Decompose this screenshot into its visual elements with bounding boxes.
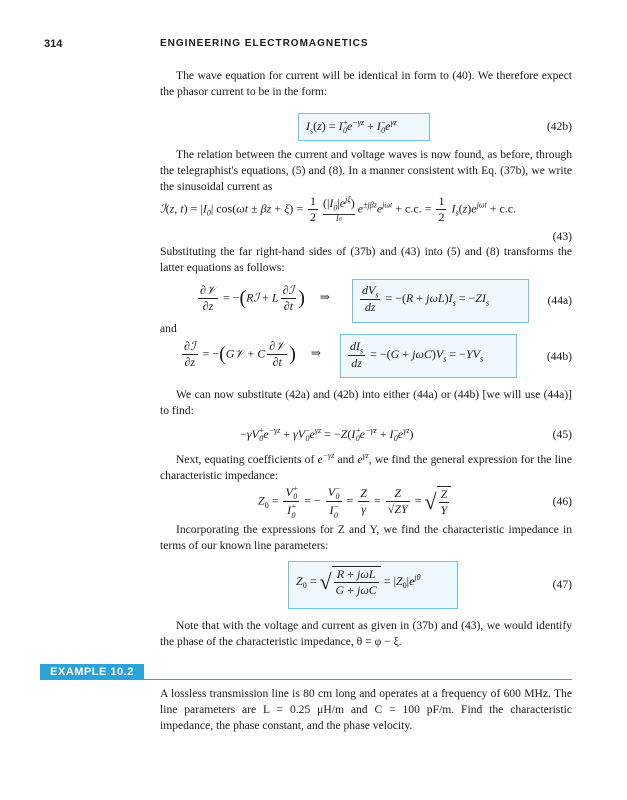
equation-43: ℐ(z, $t) = |I_0|$ cos(ωt ± βz + ξ) = $\frac{1}{2}$ $(|I_0|e^{j\xi})$ I0 $e^{\pm j\beta z}e^{j\omega t} + c.c$. = $\frac{1}{2}$ $I_s(z)e^{j\omega t} + c.c$. <box>160 194 517 224</box>
page-number: 314 <box>44 38 63 50</box>
equation-44b-left: $\frac{\text{∂ℐ}}{\partial z}$ = −(G𝒱 + C $\frac{\text{∂𝒱}}{\partial t}$ ) ⇒ <box>184 339 321 369</box>
paragraph-5-part-b: and <box>334 452 358 466</box>
equation-46: $Z_0$ = $\frac{V^+_0}{I^+_0}$ = − $\frac{V^-_0}{I^-_0}$ = $\frac{Z}{\gamma}$ = $\frac{Z}{√ZY}$ = √ $\frac{Z}{Y}$ <box>258 484 451 520</box>
equation-44b-label: (44b) <box>546 350 572 363</box>
running-title: ENGINEERING ELECTROMAGNETICS <box>160 38 369 49</box>
equation-43-label: (43) <box>552 230 572 243</box>
equation-42b: $I_s(z) = I^+_0e^{-\gamma z} + I^-_0e^{\gamma z}$ <box>306 118 397 136</box>
paragraph-5: Next, equating coefficients of $e^{-\gamma z}$ and $e^{\gamma z}$, we find the general expression for the line characteristic impedance: <box>160 451 572 482</box>
and-text: and <box>160 322 177 335</box>
equation-42b-label: (42b) <box>546 120 572 133</box>
paragraph-6: Incorporating the expressions for Z and Y, we find the characteristic impedance in terms of our known line parameters: <box>160 523 572 552</box>
paragraph-7: Note that with the voltage and current as given in (37b) and (43), we would identify the phase of the characteristic impedance, θ = φ − ξ. <box>160 619 572 648</box>
paragraph-5-part-c: , we find the general expression for the line characteristic impedance: <box>160 452 572 482</box>
example-label <box>40 664 144 680</box>
equation-47: $Z_0$ = √ $\frac{\text{R + jωL}}{\text{G + jωC}}$ = $|Z_0|e^{j\theta}$ <box>296 567 421 597</box>
paragraph-2: The relation between the current and voltage waves is now found, as before, through the telegraphist's equations, (5) and (8). In a manner consistent with Eq. (37b), we write the sinusoidal current as <box>160 148 572 193</box>
equation-47-label: (47) <box>552 578 572 591</box>
paragraph-3: Substituting the far right-hand sides of (37b) and (43) into (5) and (8) transforms the latter equations as follows: <box>160 245 572 274</box>
equation-45-label: (45) <box>552 428 572 441</box>
example-text: A lossless transmission line is 80 cm long and operates at a frequency of 600 MHz. The line parameters are L = 0.25 μH/m and C = 100 pF/m. Find the characteristic impedance, the phase constant, and the phase velocity. <box>160 687 572 732</box>
equation-44a-left: $\frac{\text{∂𝒱}}{\partial z}$ = −(Rℐ + L $\frac{\text{∂ℐ}}{\partial t}$ ) ⇒ <box>200 283 330 313</box>
paragraph-4: We can now substitute (42a) and (42b) into either (44a) or (44b) [we will use (44a)] to find: <box>160 388 572 417</box>
paragraph-5-part-a: Next, equating coefficients of <box>176 452 318 466</box>
example-label-text: EXAMPLE 10.2 <box>50 666 134 678</box>
paragraph-1: The wave equation for current will be identical in form to (40). We therefore expect the phasor current to be in the form: <box>160 69 572 98</box>
equation-46-label: (46) <box>552 495 572 508</box>
equation-44b-right: $\frac{dI_s}{dz}$ = $-(G + j\omega C)V_s = -YV_s$ <box>350 339 484 371</box>
example-rule <box>144 679 572 680</box>
equation-44a-label: (44a) <box>547 294 572 307</box>
equation-45: $-\gamma V^+_0e^{-\gamma z} + \gamma V^-_0e^{\gamma z} = -Z(I^+_0e^{-\gamma z} + I^-_0e^{\gamma z})$ <box>240 426 414 444</box>
equation-44a-right: $\frac{dV_s}{dz}$ = $-(R + j\omega L)I_s = -ZI_s$ <box>362 283 490 315</box>
